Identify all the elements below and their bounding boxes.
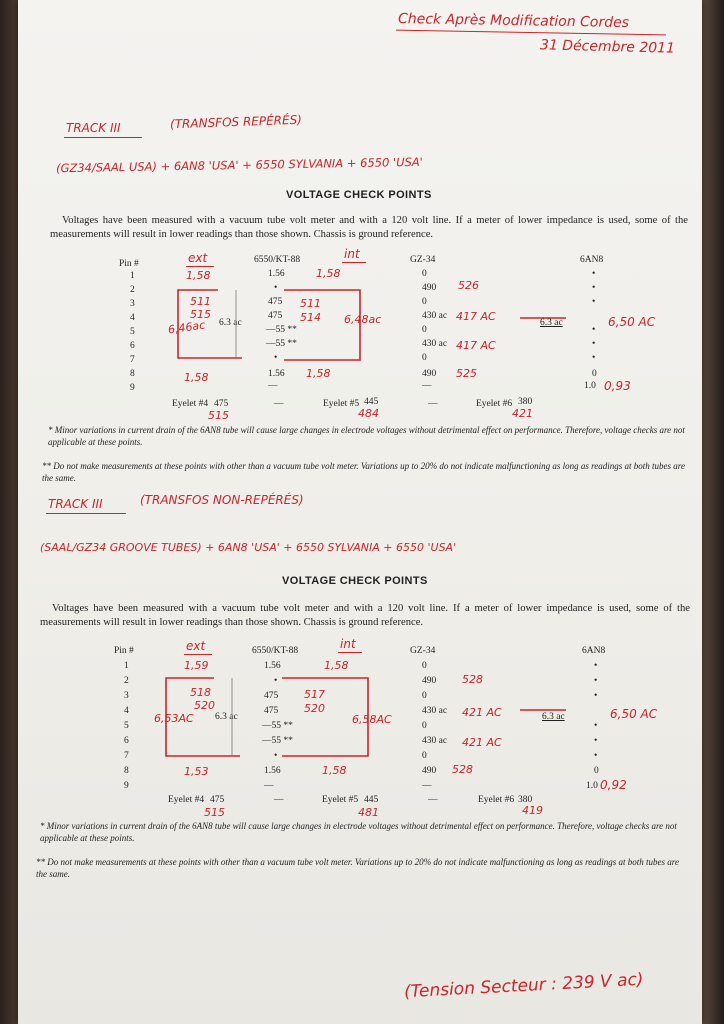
gz34-value: 0 xyxy=(422,297,427,307)
col-header-gz34: GZ-34 xyxy=(410,646,436,656)
col-header-gz34: GZ-34 xyxy=(410,255,436,265)
header-title: Check Après Modification Cordes xyxy=(397,10,630,32)
footnote-vtvm: ** Do not make measurements at these points with other than a vacuum tube volt meter. Variations up to 20% do not indicate malfunctioning as long as readings at both tubes are the same. xyxy=(36,857,679,879)
hw-ext-pin4: 520 xyxy=(194,699,215,712)
gz34-value: 490 xyxy=(422,283,437,293)
eyelet-4-value: 475 xyxy=(210,795,225,805)
kt88-value: • xyxy=(274,283,278,293)
pin-number: 7 xyxy=(124,751,129,761)
an8-value: • xyxy=(594,691,598,701)
intro-paragraph: Voltages have been measured with a vacuum tube volt meter and with a 120 volt line. If a meter of lower impedance is used, some of the measurements will result in lower readings than those shown. Chassis is ground reference. xyxy=(50,215,688,240)
eyelet-dash: — xyxy=(274,795,284,805)
col-header-pin: Pin # xyxy=(114,646,134,656)
an8-value: • xyxy=(592,297,596,307)
hw-ext-pin3: 518 xyxy=(190,686,211,699)
kt88-value: —55 ** xyxy=(262,736,293,746)
kt88-value: — xyxy=(268,381,278,391)
kt88-value: 475 xyxy=(268,311,283,321)
kt88-value: 1.56 xyxy=(264,661,281,671)
int-heater-wire-right xyxy=(282,678,368,756)
pin-number: 3 xyxy=(124,691,129,701)
track-note: (TRANSFOS NON-REPÉRÉS) xyxy=(140,493,304,507)
col-header-kt88: 6550/KT-88 xyxy=(254,255,301,265)
hw-6an8-heater: 6,50 AC xyxy=(610,707,658,721)
an8-value: 0 xyxy=(592,369,597,379)
col-header-6an8: 6AN8 xyxy=(580,255,604,265)
eyelet-4-label: Eyelet #4 xyxy=(172,399,209,409)
an8-value: • xyxy=(592,339,596,349)
pin-number: 8 xyxy=(130,369,135,379)
an8-value: • xyxy=(594,676,598,686)
pin-number: 6 xyxy=(130,341,135,351)
hw-ext-pin1: 1,58 xyxy=(186,269,211,282)
eyelet-6-label: Eyelet #6 xyxy=(478,795,515,805)
hw-gz34-pin4: 421 AC xyxy=(462,706,502,719)
hw-gz34-pin8: 528 xyxy=(452,763,473,776)
eyelet-5-value: 445 xyxy=(364,795,379,805)
eyelet-6-label: Eyelet #6 xyxy=(476,399,513,409)
pin-number: 4 xyxy=(124,706,129,716)
hw-int-pin8: 1,58 xyxy=(306,367,331,380)
pin-number: 2 xyxy=(124,676,129,686)
pin-number: 4 xyxy=(130,313,135,323)
pin-number: 7 xyxy=(130,355,135,365)
kt88-value: —55 ** xyxy=(266,339,297,349)
eyelet-6-measured: 421 xyxy=(512,407,533,420)
pin-number: 1 xyxy=(124,661,129,671)
eyelet-4-measured: 515 xyxy=(208,409,229,422)
kt88-value: — xyxy=(264,781,274,791)
eyelet-5-value: 445 xyxy=(364,397,379,407)
hw-gz34-pin4: 417 AC xyxy=(456,310,496,323)
pin-number: 5 xyxy=(130,327,135,337)
kt88-value: 475 xyxy=(264,706,279,716)
hw-gz34-pin2: 528 xyxy=(462,673,483,686)
an8-value: 0 xyxy=(594,766,599,776)
hw-ext-label: ext xyxy=(186,639,206,653)
kt88-value: 1.56 xyxy=(264,766,281,776)
eyelet-5-measured: 484 xyxy=(358,407,379,420)
kt88-value: 475 xyxy=(268,297,283,307)
eyelet-4-measured: 515 xyxy=(204,806,225,819)
an8-heater-label: 6.3 ac xyxy=(540,318,563,328)
hw-int-pin3: 517 xyxy=(304,688,325,701)
mains-voltage: (Tension Secteur : 239 V ac) xyxy=(403,969,644,1003)
hw-gz34-pin2: 526 xyxy=(458,279,479,292)
hw-ext-pin3: 511 xyxy=(190,295,211,308)
hw-6an8-pin9: 0,92 xyxy=(600,778,627,792)
hw-int-pin4: 520 xyxy=(304,702,325,715)
ext-heater-wire-left xyxy=(178,290,242,358)
kt88-value: • xyxy=(274,751,278,761)
eyelet-5-label: Eyelet #5 xyxy=(323,399,360,409)
track-label: TRACK III xyxy=(66,121,121,135)
pin-number: 6 xyxy=(124,736,129,746)
hw-6an8-heater: 6,50 AC xyxy=(608,315,656,329)
hw-ext-heater: 6,46ac xyxy=(167,318,207,337)
wiring-sketch xyxy=(18,0,702,1024)
an8-value: • xyxy=(592,325,596,335)
gz34-value: 490 xyxy=(422,369,437,379)
pin-number: 9 xyxy=(130,383,135,393)
kt88-value: • xyxy=(274,353,278,363)
track-label: TRACK III xyxy=(48,497,103,511)
gz34-value: 490 xyxy=(422,766,437,776)
hw-int-pin1: 1,58 xyxy=(316,267,341,280)
hw-6an8-pin9: 0,93 xyxy=(604,379,631,393)
hw-int-pin4: 514 xyxy=(300,311,321,324)
pin-number: 2 xyxy=(130,285,135,295)
hw-ext-pin8: 1,58 xyxy=(184,371,209,384)
pin-number: 1 xyxy=(130,271,135,281)
footnote-vtvm: ** Do not make measurements at these points with other than a vacuum tube volt meter. Variations up to 20% do not indicate malfunctioning as long as readings at both tubes are the same. xyxy=(42,461,685,483)
an8-value: • xyxy=(592,269,596,279)
kt88-value: —55 ** xyxy=(266,325,297,335)
gz34-value: 430 ac xyxy=(422,311,448,321)
hw-int-pin3: 511 xyxy=(300,297,321,310)
an8-value: 1.0 xyxy=(584,381,596,391)
eyelet-4-value: 475 xyxy=(214,399,229,409)
pin-number: 8 xyxy=(124,766,129,776)
pin-number: 9 xyxy=(124,781,129,791)
an8-value: • xyxy=(592,353,596,363)
eyelet-4-label: Eyelet #4 xyxy=(168,795,205,805)
kt88-heater-label: 6.3 ac xyxy=(219,318,242,328)
gz34-value: 430 ac xyxy=(422,736,448,746)
gz34-value: 0 xyxy=(422,721,427,731)
an8-value: 1.0 xyxy=(586,781,598,791)
tube-list: (GZ34/SAAL USA) + 6AN8 'USA' + 6550 SYLVANIA + 6550 'USA' xyxy=(55,154,424,176)
eyelet-6-value: 380 xyxy=(518,795,533,805)
gz34-value: 430 ac xyxy=(422,706,448,716)
col-header-kt88: 6550/KT-88 xyxy=(252,646,299,656)
hw-int-pin1: 1,58 xyxy=(324,659,349,672)
section-heading: VOLTAGE CHECK POINTS xyxy=(282,575,428,587)
hw-ext-pin8: 1,53 xyxy=(184,765,209,778)
col-header-6an8: 6AN8 xyxy=(582,646,606,656)
hw-ext-pin1: 1,59 xyxy=(184,659,209,672)
hw-gz34-pin6: 417 AC xyxy=(456,339,496,352)
an8-value: • xyxy=(592,283,596,293)
gz34-value: 0 xyxy=(422,269,427,279)
hw-int-heater: 6,58AC xyxy=(352,713,392,726)
footnote-minor-variations: * Minor variations in current drain of the 6AN8 tube will cause large changes in electrode voltages without detrimental effect on performance. Therefore, voltage checks are not applicable at these points. xyxy=(40,821,677,843)
gz34-value: — xyxy=(422,781,432,791)
gz34-value: — xyxy=(422,381,432,391)
gz34-value: 0 xyxy=(422,691,427,701)
pin-number: 5 xyxy=(124,721,129,731)
gz34-value: 490 xyxy=(422,676,437,686)
gz34-value: 0 xyxy=(422,751,427,761)
eyelet-5-measured: 481 xyxy=(358,806,379,819)
eyelet-dash: — xyxy=(428,399,438,409)
int-heater-wire-right xyxy=(284,290,360,360)
kt88-value: —55 ** xyxy=(262,721,293,731)
footnote-minor-variations: * Minor variations in current drain of the 6AN8 tube will cause large changes in electrode voltages without detrimental effect on performance. Therefore, voltage checks are not applicable at these points. xyxy=(48,425,685,447)
hw-int-pin8: 1,58 xyxy=(322,764,347,777)
hw-ext-pin4: 515 xyxy=(190,308,211,321)
hw-gz34-pin8: 525 xyxy=(456,367,477,380)
track-note: (TRANSFOS REPÉRÉS) xyxy=(169,112,303,132)
background-left xyxy=(0,0,18,1024)
hw-ext-label: ext xyxy=(188,251,208,265)
eyelet-6-measured: 419 xyxy=(522,804,543,817)
eyelet-dash: — xyxy=(428,795,438,805)
gz34-value: 430 ac xyxy=(422,339,448,349)
kt88-heater-label: 6.3 ac xyxy=(215,712,238,722)
hw-int-heater: 6,48ac xyxy=(344,313,382,326)
tube-list: (SAAL/GZ34 GROOVE TUBES) + 6AN8 'USA' + 6550 SYLVANIA + 6550 'USA' xyxy=(40,541,457,554)
eyelet-dash: — xyxy=(274,399,284,409)
background-right xyxy=(702,0,724,1024)
hw-ext-heater: 6,53AC xyxy=(154,712,194,725)
an8-value: • xyxy=(594,736,598,746)
section-heading: VOLTAGE CHECK POINTS xyxy=(286,189,432,201)
hw-gz34-pin6: 421 AC xyxy=(462,736,502,749)
pin-number: 3 xyxy=(130,299,135,309)
hw-int-label: int xyxy=(344,247,360,261)
an8-value: • xyxy=(594,661,598,671)
kt88-value: 1.56 xyxy=(268,369,285,379)
gz34-value: 0 xyxy=(422,661,427,671)
intro-paragraph: Voltages have been measured with a vacuum tube volt meter and with a 120 volt line. If a meter of lower impedance is used, some of the measurements will result in lower readings than those shown. Chassis is ground reference. xyxy=(40,603,690,628)
ext-heater-wire-left xyxy=(166,678,240,756)
eyelet-6-value: 380 xyxy=(518,397,533,407)
gz34-value: 0 xyxy=(422,353,427,363)
eyelet-5-label: Eyelet #5 xyxy=(322,795,359,805)
kt88-value: • xyxy=(274,676,278,686)
an8-value: • xyxy=(594,721,598,731)
header-date: 31 Décembre 2011 xyxy=(539,37,676,57)
gz34-value: 0 xyxy=(422,325,427,335)
kt88-value: 1.56 xyxy=(268,269,285,279)
paper-sheet xyxy=(18,0,702,1024)
an8-value: • xyxy=(594,751,598,761)
hw-int-label: int xyxy=(340,637,356,651)
kt88-value: 475 xyxy=(264,691,279,701)
an8-heater-label: 6.3 ac xyxy=(542,712,565,722)
col-header-pin: Pin # xyxy=(119,259,139,269)
